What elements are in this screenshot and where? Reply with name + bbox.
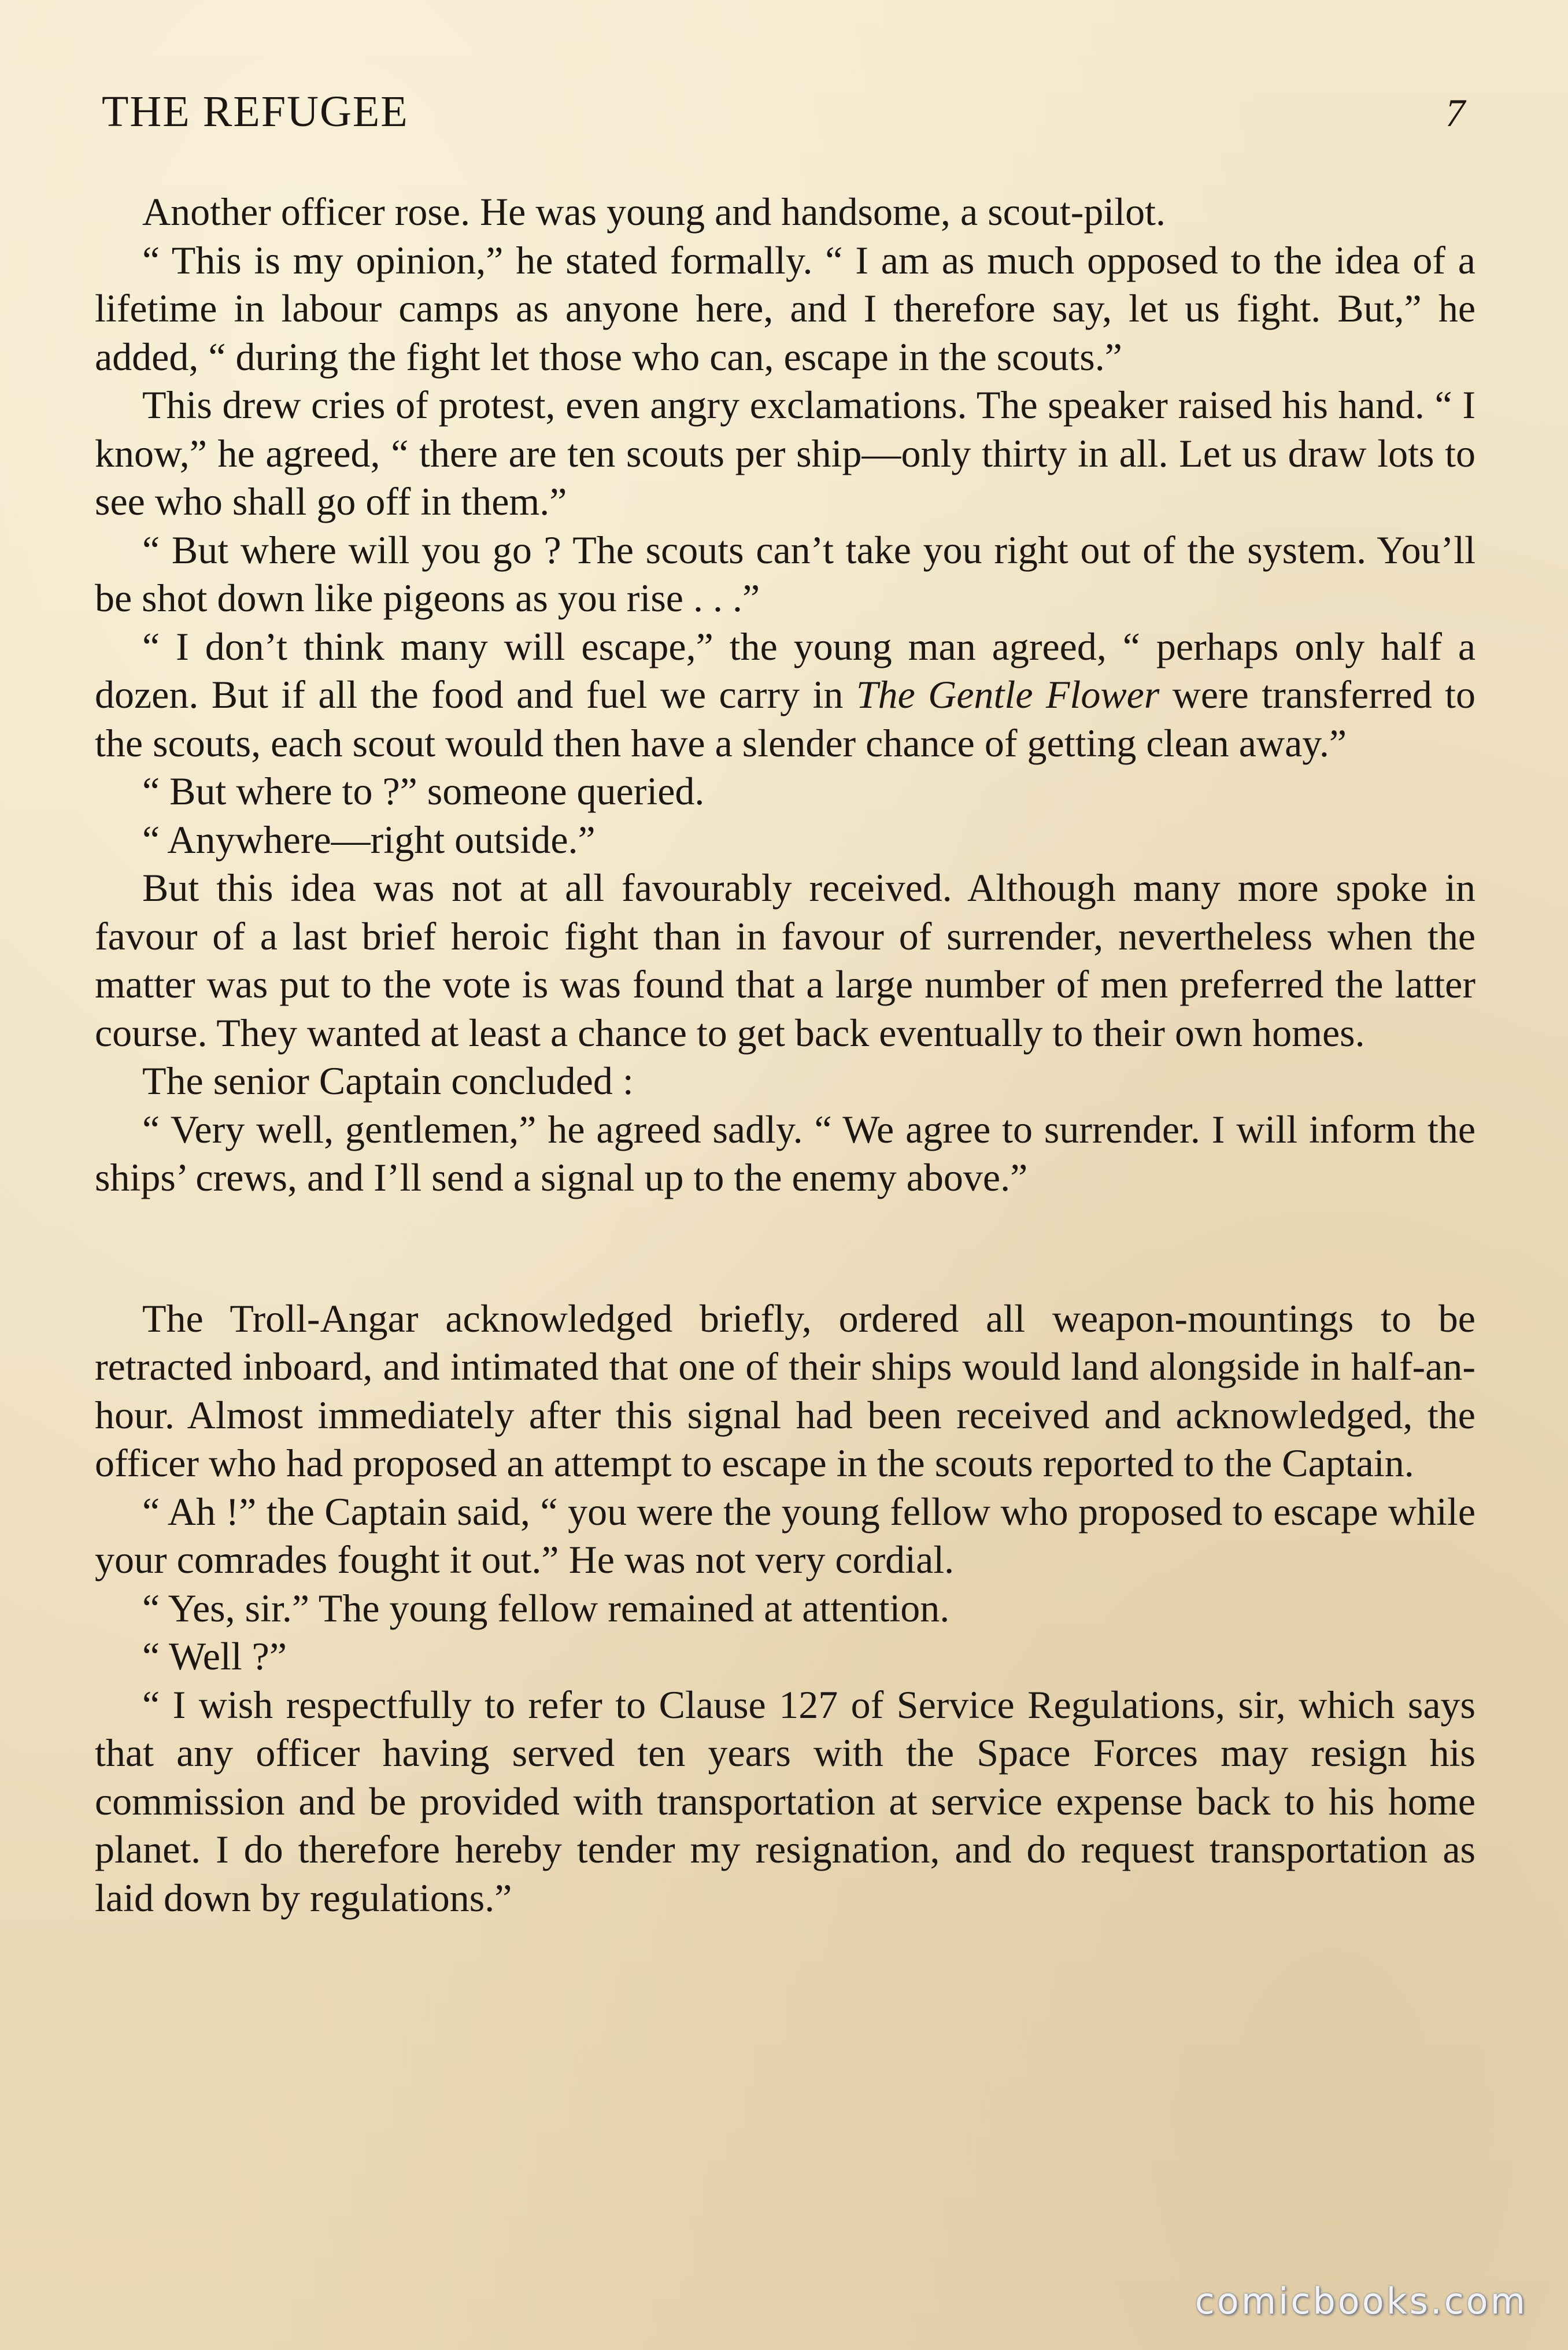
paragraph: “ Anywhere—right outside.”	[142, 817, 596, 862]
ship-name-italic: The Gentle Flower	[856, 673, 1160, 716]
paragraph: “ Well ?”	[142, 1634, 287, 1678]
paragraph-text-before: “ I don’t think many will escape,” the young man agreed, “ perhaps only half a dozen. But if all the food and fuel we carry in	[95, 624, 1475, 716]
paragraph: “ This is my opinion,” he stated formally. “ I am as much opposed to the idea of a lifetime in labour camps as anyone here, and I therefore say, let us fight. But,” he added, “ during the fight let those who can, escape in the scouts.”	[95, 238, 1475, 379]
paragraph: “ But where to ?” someone queried.	[142, 769, 705, 813]
paragraph: But this idea was not at all favourably received. Although many more spoke in favour of a last brief heroic fight than in favour of surrender, nevertheless when the matter was put to the vote is was found that a large number of men preferred the latter course. They wanted at least a chance to get back eventually to their own homes.	[95, 866, 1475, 1055]
paragraph: “ Yes, sir.” The young fellow remained at attention.	[142, 1586, 950, 1630]
paragraph: “ But where will you go ? The scouts can’t take you right out of the system. You’ll be shot down like pigeons as you rise . . .”	[95, 527, 1475, 620]
paragraph: “ I wish respectfully to refer to Clause 127 of Service Regulations, sir, which says that any officer having served ten years with the Space Forces may resign his commission and be provided with transportation at service expense back to his home planet. I do therefore hereby tender my resignation, and do request transportation as laid down by regulations.”	[95, 1682, 1475, 1920]
paragraph: The senior Captain concluded :	[142, 1059, 634, 1103]
body-text	[95, 188, 1475, 1922]
watermark: comicbooks.com	[1195, 2280, 1528, 2322]
paragraph: Another officer rose. He was young and handsome, a scout-pilot.	[142, 190, 1166, 234]
paragraph: “ Very well, gentlemen,” he agreed sadly. “ We agree to surrender. I will inform the ships’ crews, and I’ll send a signal up to the enemy above.”	[95, 1107, 1475, 1199]
paragraph: This drew cries of protest, even angry exclamations. The speaker raised his hand. “ I know,” he agreed, “ there are ten scouts per ship—only thirty in all. Let us draw lots to see who shall go off in them.”	[95, 383, 1475, 523]
page-number: 7	[1445, 91, 1466, 135]
paragraph: “ Ah !” the Captain said, “ you were the young fellow who proposed to escape while your comrades fought it out.” He was not very cordial.	[95, 1489, 1475, 1582]
paragraph-with-italic-title	[95, 623, 1475, 768]
paragraph-text-after: were transferred to the scouts, each scout would then have a slender chance of getting clean away.”	[95, 673, 1475, 765]
running-title: THE REFUGEE	[102, 87, 409, 136]
paragraph: The Troll-Angar acknowledged briefly, ordered all weapon-mountings to be retracted inboard, and intimated that one of their ships would land alongside in half-an-hour. Almost immediately after this signal had been received and acknowledged, the officer who had proposed an attempt to escape in the scouts reported to the Captain.	[95, 1296, 1475, 1485]
section-break	[95, 1202, 1475, 1295]
running-header	[102, 87, 1466, 150]
